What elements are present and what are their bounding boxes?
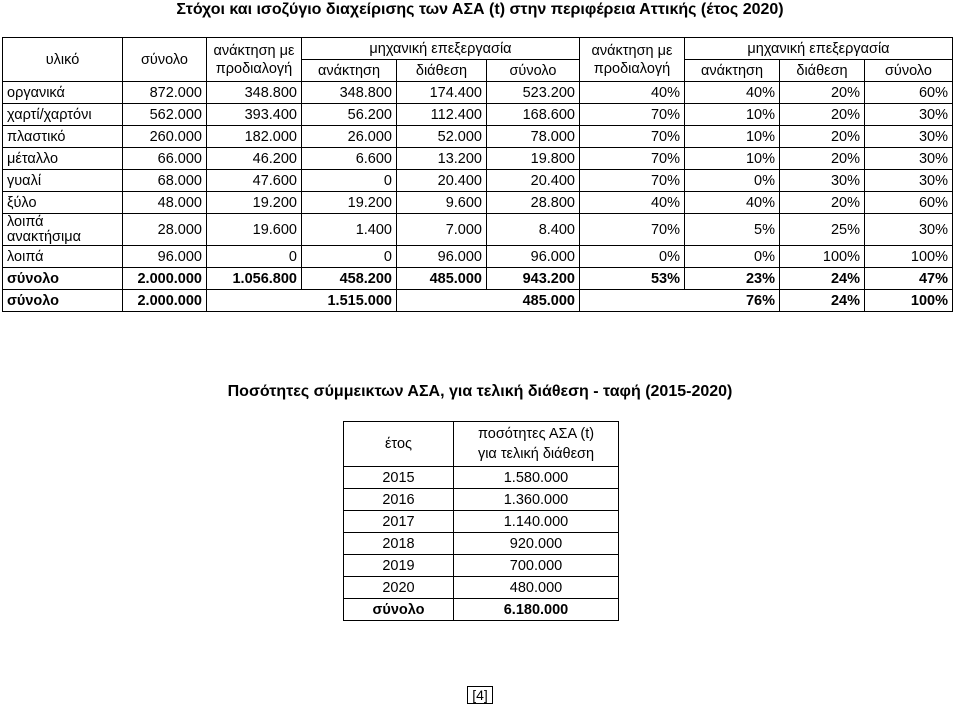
table-row [3,214,953,246]
table-row [344,555,619,577]
cell-total: 2.000.000 [123,290,207,312]
cell-total: 96.000 [123,246,207,268]
row-label: λοιπά ανακτήσιμα [3,214,123,246]
cell-recovered-pct: 76% [580,290,780,312]
cell-recovery-pct: 10% [685,148,780,170]
cell-source-separation: 0 [207,246,302,268]
cell-disposal-pct: 20% [780,192,865,214]
cell-total: 66.000 [123,148,207,170]
cell-disposal: 7.000 [397,214,487,246]
cell-disposal: 174.400 [397,82,487,104]
cell-disposed-pct: 24% [780,290,865,312]
cell-disposal: 52.000 [397,126,487,148]
cell-sum-pct: 100% [865,246,953,268]
cell-sum-pct: 60% [865,192,953,214]
cell-year: σύνολο [344,599,454,621]
header-source-separation: ανάκτηση με προδιαλογή [207,38,302,82]
cell-quantity: 1.140.000 [454,511,619,533]
table-row [344,511,619,533]
row-label: χαρτί/χαρτόνι [3,104,123,126]
cell-year: 2017 [344,511,454,533]
page-title: Στόχοι και ισοζύγιο διαχείρισης των ΑΣΑ (t) στην περιφέρεια Αττικής (έτος 2020) [176,1,784,18]
cell-recovery-pct: 10% [685,104,780,126]
cell-disposal: 9.600 [397,192,487,214]
cell-disposal-pct: 20% [780,82,865,104]
table-row [344,489,619,511]
row-label: σύνολο [3,268,123,290]
cell-sum-pct: 30% [865,126,953,148]
cell-quantity: 920.000 [454,533,619,555]
cell-total: 68.000 [123,170,207,192]
cell-recovery-pct: 10% [685,126,780,148]
row-label: μέταλλο [3,148,123,170]
table-row [3,170,953,192]
cell-source-separation-pct: 0% [580,246,685,268]
section-title: Ποσότητες σύμμεικτων ΑΣΑ, για τελική διάθεση - ταφή (2015-2020) [227,383,733,400]
cell-source-separation-pct: 40% [580,192,685,214]
landfill-quantities-table [343,421,619,621]
cell-year: 2015 [344,467,454,489]
cell-disposal-pct: 30% [780,170,865,192]
waste-balance-table [2,37,953,312]
cell-quantity: 1.360.000 [454,489,619,511]
cell-recovery-pct: 40% [685,82,780,104]
cell-sum: 8.400 [487,214,580,246]
cell-quantity: 1.580.000 [454,467,619,489]
table2-body [344,467,619,599]
header-sum: σύνολο [487,60,580,82]
cell-sum: 20.400 [487,170,580,192]
cell-sum: 28.800 [487,192,580,214]
cell-sum-pct: 30% [865,214,953,246]
cell-disposal: 485.000 [397,268,487,290]
header-recovery-pct: ανάκτηση [685,60,780,82]
cell-sum: 19.800 [487,148,580,170]
cell-sum: 96.000 [487,246,580,268]
cell-source-separation: 348.800 [207,82,302,104]
cell-year: 2019 [344,555,454,577]
cell-disposal-pct: 20% [780,148,865,170]
header-quantity-line1: ποσότητες ΑΣΑ (t) [477,426,595,442]
cell-recovery: 1.400 [302,214,397,246]
cell-source-separation-pct: 70% [580,214,685,246]
cell-sum: 78.000 [487,126,580,148]
table-body [3,82,953,268]
cell-sum-pct: 30% [865,148,953,170]
cell-source-separation-pct: 70% [580,148,685,170]
cell-recovery-pct: 0% [685,246,780,268]
header-total: σύνολο [123,38,207,82]
table-row [3,148,953,170]
table2-header-row [344,422,619,467]
table-row [344,533,619,555]
cell-source-separation-pct: 70% [580,104,685,126]
cell-disposed: 485.000 [397,290,580,312]
cell-total: 28.000 [123,214,207,246]
cell-disposal: 20.400 [397,170,487,192]
cell-sum-pct: 47% [865,268,953,290]
table-header-row-1 [3,38,953,60]
cell-source-separation: 393.400 [207,104,302,126]
cell-recovery-pct: 40% [685,192,780,214]
header-quantity-line2: για τελική διάθεση [477,446,595,462]
cell-source-separation-pct: 70% [580,170,685,192]
table-summary-row [3,290,953,312]
cell-recovery-pct: 23% [685,268,780,290]
row-label: πλαστικό [3,126,123,148]
cell-source-separation-pct: 53% [580,268,685,290]
cell-source-separation: 1.056.800 [207,268,302,290]
cell-recovery-pct: 5% [685,214,780,246]
cell-total: 872.000 [123,82,207,104]
cell-disposal-pct: 100% [780,246,865,268]
cell-recovery: 0 [302,170,397,192]
cell-quantity: 6.180.000 [454,599,619,621]
header-disposal: διάθεση [397,60,487,82]
header-sum-pct: σύνολο [865,60,953,82]
cell-recovered: 1.515.000 [207,290,397,312]
cell-source-separation: 46.200 [207,148,302,170]
cell-total: 48.000 [123,192,207,214]
cell-source-separation: 182.000 [207,126,302,148]
cell-sum-pct: 30% [865,104,953,126]
cell-disposal-pct: 24% [780,268,865,290]
cell-year: 2020 [344,577,454,599]
page-number-text: [4] [467,686,493,704]
header-mechanical-processing-pct: μηχανική επεξεργασία [685,38,953,60]
table2-total-row [344,599,619,621]
cell-disposal-pct: 20% [780,104,865,126]
cell-source-separation: 19.200 [207,192,302,214]
table-row [3,82,953,104]
cell-disposal: 13.200 [397,148,487,170]
cell-sum-pct: 60% [865,82,953,104]
cell-sum-pct: 30% [865,170,953,192]
table-row [3,192,953,214]
cell-total: 562.000 [123,104,207,126]
table-row [344,577,619,599]
cell-recovery: 458.200 [302,268,397,290]
cell-recovery: 56.200 [302,104,397,126]
cell-disposal: 96.000 [397,246,487,268]
header-mechanical-processing: μηχανική επεξεργασία [302,38,580,60]
cell-sum: 523.200 [487,82,580,104]
cell-total-pct: 100% [865,290,953,312]
cell-disposal: 112.400 [397,104,487,126]
row-label: σύνολο [3,290,123,312]
cell-sum: 943.200 [487,268,580,290]
row-label: λοιπά [3,246,123,268]
cell-source-separation: 47.600 [207,170,302,192]
cell-source-separation-pct: 40% [580,82,685,104]
cell-year: 2016 [344,489,454,511]
cell-sum: 168.600 [487,104,580,126]
table-row [344,467,619,489]
cell-source-separation-pct: 70% [580,126,685,148]
cell-total: 260.000 [123,126,207,148]
cell-total: 2.000.000 [123,268,207,290]
header-material: υλικό [3,38,123,82]
cell-recovery: 19.200 [302,192,397,214]
cell-year: 2018 [344,533,454,555]
cell-recovery: 6.600 [302,148,397,170]
cell-recovery: 0 [302,246,397,268]
row-label: οργανικά [3,82,123,104]
row-label: ξύλο [3,192,123,214]
table-total-row [3,268,953,290]
cell-recovery-pct: 0% [685,170,780,192]
header-disposal-pct: διάθεση [780,60,865,82]
cell-disposal-pct: 25% [780,214,865,246]
header-year: έτος [344,422,454,467]
cell-disposal-pct: 20% [780,126,865,148]
header-source-separation-pct: ανάκτηση με προδιαλογή [580,38,685,82]
header-recovery: ανάκτηση [302,60,397,82]
table-row [3,126,953,148]
table-row [3,246,953,268]
table-row [3,104,953,126]
cell-recovery: 348.800 [302,82,397,104]
header-quantity [454,422,619,467]
cell-quantity: 480.000 [454,577,619,599]
page-number [0,686,960,704]
row-label: γυαλί [3,170,123,192]
cell-recovery: 26.000 [302,126,397,148]
cell-quantity: 700.000 [454,555,619,577]
cell-source-separation: 19.600 [207,214,302,246]
